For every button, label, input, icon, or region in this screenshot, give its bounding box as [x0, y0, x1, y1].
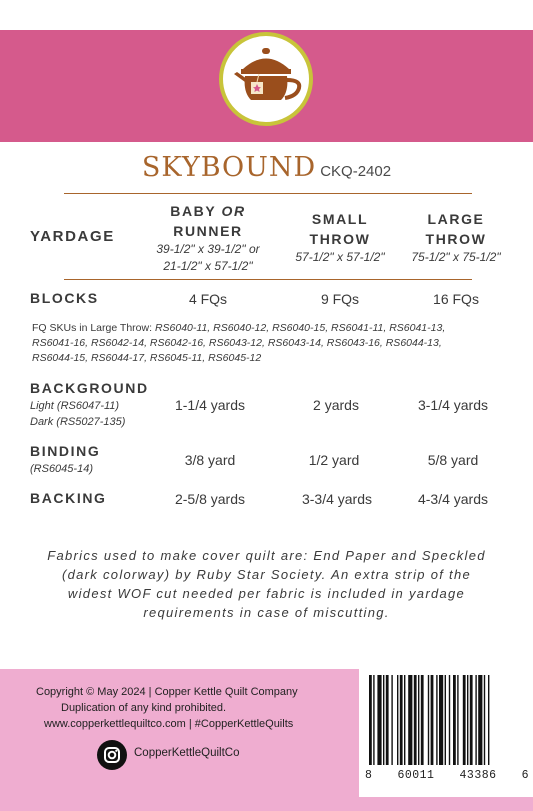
fabric-note: Fabrics used to make cover quilt are: End Paper and Speckled (dark colorway) by Ruby Star Society. An extra strip of the widest WOF cut needed per fabric is included in yardage requirements in case of miscutting.: [47, 548, 486, 620]
background-label-group: [30, 380, 149, 430]
barcode: [359, 669, 533, 797]
column-large-name-2: THROW: [425, 231, 487, 247]
blocks-label: BLOCKS: [30, 290, 99, 306]
copyright-line: Copyright © May 2024 | Copper Kettle Quilt Company: [36, 686, 298, 698]
pattern-code: CKQ-2402: [320, 163, 392, 180]
column-large: [396, 209, 516, 266]
column-large-dims: 75-1/2" x 75-1/2": [411, 250, 501, 264]
blocks-baby: 4 FQs: [188, 291, 228, 307]
instagram-handle[interactable]: CopperKettleQuiltCo: [134, 747, 240, 759]
binding-large: 5/8 yard: [427, 452, 479, 468]
background-label: BACKGROUND: [30, 380, 149, 396]
column-large-name-1: LARGE: [427, 211, 485, 227]
column-small-name-1: SMALL: [311, 211, 369, 227]
background-baby: 1-1/4 yards: [174, 397, 246, 413]
website-hashtag-line: www.copperkettlequiltco.com | #CopperKettleQuilts: [44, 718, 294, 730]
backing-baby: 2-5/8 yards: [174, 491, 246, 507]
pattern-title: SKYBOUND: [141, 152, 317, 183]
background-dark-sku: Dark (RS5027-135): [30, 416, 126, 428]
column-small-dims: 57-1/2" x 57-1/2": [295, 250, 385, 264]
duplication-line: Duplication of any kind prohibited.: [61, 702, 227, 714]
divider-top: [64, 193, 472, 194]
sku-line-2: RS6041-16, RS6042-14, RS6042-16, RS6043-12, RS6043-14, RS6043-16, RS6044-13,: [32, 337, 442, 349]
binding-small: 1/2 yard: [308, 452, 360, 468]
binding-label: BINDING: [30, 443, 101, 459]
column-baby-dims-2: 21-1/2" x 57-1/2": [163, 259, 253, 273]
copyright-block: [36, 684, 298, 732]
sku-line-1: FQ SKUs in Large Throw: RS6040-11, RS6040-12, RS6040-15, RS6041-11, RS6041-13,: [32, 322, 446, 334]
backing-small: 3-3/4 yards: [301, 491, 373, 507]
blocks-small: 9 FQs: [320, 291, 360, 307]
backing-label: BACKING: [30, 490, 107, 506]
binding-sku: (RS6045-14): [30, 463, 93, 475]
background-light-sku: Light (RS6047-11): [30, 400, 120, 412]
barcode-number: 8 60011 43386 6: [365, 769, 529, 782]
divider-header: [64, 279, 472, 280]
sku-list: [32, 321, 512, 366]
barcode-bars: [369, 675, 525, 765]
binding-baby: 3/8 yard: [184, 452, 236, 468]
background-small: 2 yards: [313, 397, 359, 413]
instagram-icon[interactable]: [97, 740, 127, 770]
column-baby: [140, 201, 276, 275]
binding-label-group: [30, 443, 100, 477]
column-baby-name-line2: RUNNER: [173, 223, 243, 239]
yardage-label: YARDAGE: [30, 228, 115, 245]
title-row: [0, 152, 533, 183]
column-baby-name: BABY OR: [170, 203, 246, 219]
sku-line-3: RS6044-15, RS6044-17, RS6045-11, RS6045-12: [32, 352, 262, 364]
column-baby-dims-1: 39-1/2" x 39-1/2" or: [156, 242, 260, 256]
column-small-name-2: THROW: [309, 231, 371, 247]
backing-large: 4-3/4 yards: [417, 491, 489, 507]
blocks-large: 16 FQs: [433, 291, 479, 307]
background-large: 3-1/4 yards: [417, 397, 489, 413]
column-small: [280, 209, 400, 266]
teapot-logo-icon: [219, 32, 313, 126]
